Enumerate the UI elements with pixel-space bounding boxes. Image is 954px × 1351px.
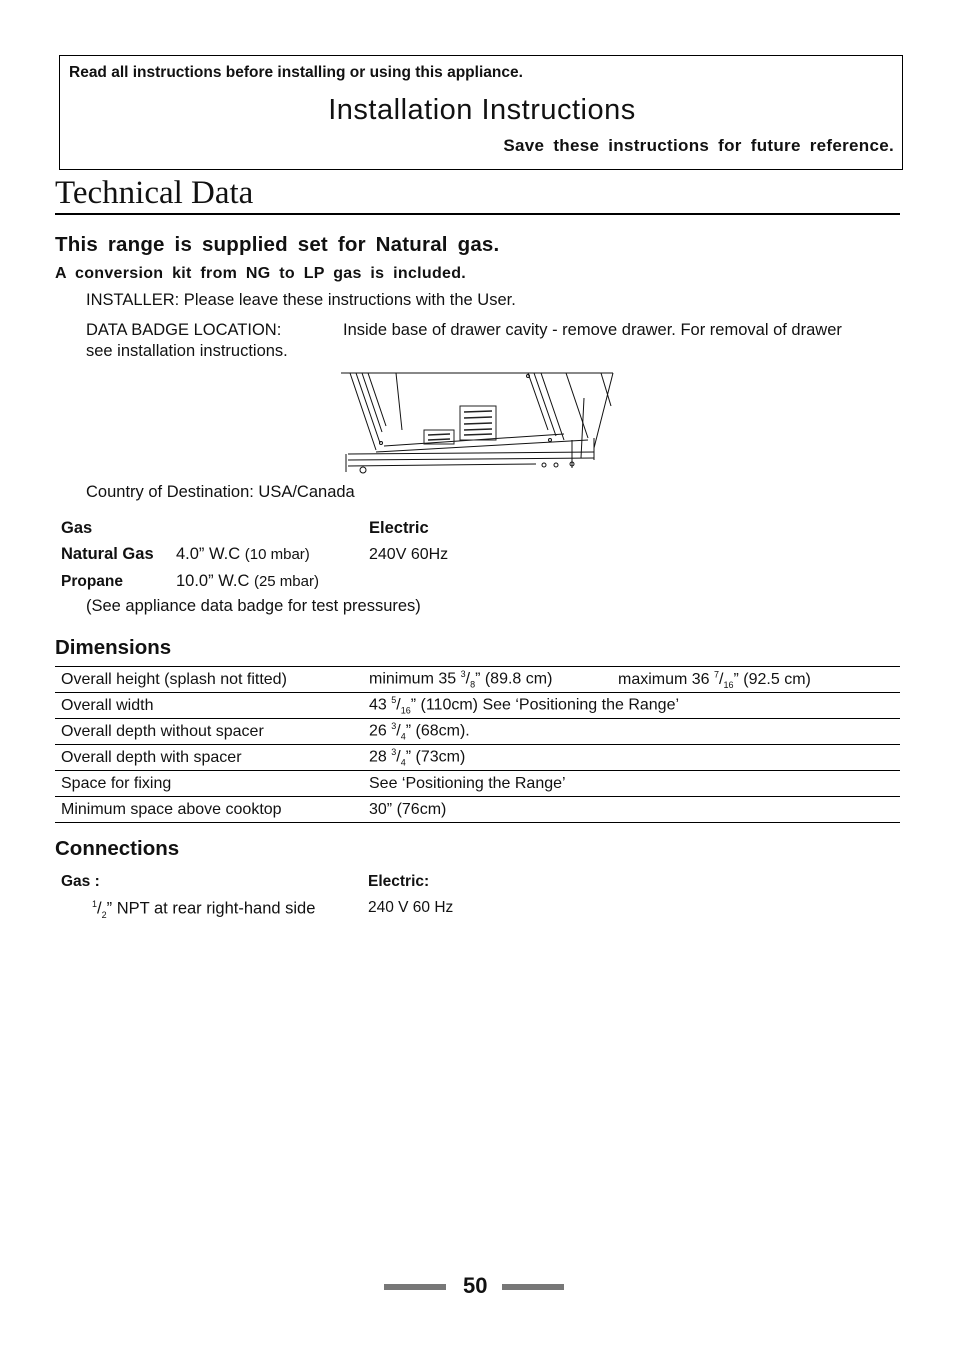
table-row (55, 745, 900, 771)
dimension-label: Space for fixing (55, 771, 363, 797)
header-box (59, 55, 903, 170)
header-notice: Read all instructions before installing or using this appliance. (69, 64, 523, 81)
dimension-value: 43 $^5/_{16}$” (110cm) See ‘Positioning the Range’ (363, 693, 900, 719)
header-save-note: Save these instructions for future reference. (503, 136, 894, 155)
supply-heading: This range is supplied set for Natural gas. (55, 233, 500, 256)
dimensions-table (55, 666, 900, 823)
height-min: minimum 35 $^3/_8$” (89.8 cm) (369, 669, 553, 690)
header-title: Installation Instructions (328, 94, 636, 126)
badge-label: DATA BADGE LOCATION: (86, 321, 282, 339)
dimension-label: Overall width (55, 693, 363, 719)
dimension-value (363, 667, 900, 693)
table-row (55, 719, 900, 745)
dimensions-heading: Dimensions (55, 636, 172, 659)
connections-gas-value: $^1/_2$” NPT at rear right-hand side (92, 899, 316, 920)
table-row (55, 667, 900, 693)
dimension-label: Overall depth without spacer (55, 719, 363, 745)
badge-text: Inside base of drawer cavity - remove drawer. For removal of drawer (343, 321, 842, 339)
country-of-destination: Country of Destination: USA/Canada (86, 483, 355, 501)
natural-gas-label: Natural Gas (61, 545, 154, 563)
supply-subheading: A conversion kit from NG to LP gas is included. (55, 265, 467, 282)
section-title: Technical Data (55, 175, 254, 211)
test-pressure-note: (See appliance data badge for test pressures) (86, 597, 421, 615)
electric-label: Electric (369, 519, 429, 537)
table-row (55, 693, 900, 719)
dimension-label: Minimum space above cooktop (55, 797, 363, 823)
section-rule (55, 213, 900, 215)
propane-label: Propane (61, 573, 124, 590)
natural-gas-pressure: 4.0” W.C (10 mbar) (176, 545, 310, 563)
dimension-value: 30” (76cm) (363, 797, 900, 823)
installer-note: INSTALLER: Please leave these instructions with the User. (86, 291, 516, 309)
connections-electric-value: 240 V 60 Hz (368, 899, 454, 916)
connections-gas-label: Gas : (61, 873, 100, 890)
connections-electric-label: Electric: (368, 873, 430, 890)
drawer-cavity-illustration (336, 368, 621, 480)
propane-pressure: 10.0” W.C (25 mbar) (176, 572, 319, 590)
page-number: 50 (463, 1273, 488, 1298)
table-row (55, 797, 900, 823)
connections-heading: Connections (55, 837, 180, 860)
dimension-label: Overall height (splash not fitted) (55, 667, 363, 693)
height-max: maximum 36 $^7/_{16}$” (92.5 cm) (618, 669, 811, 690)
page-number-bar-left (384, 1284, 446, 1290)
dimension-value: See ‘Positioning the Range’ (363, 771, 900, 797)
gas-label: Gas (61, 519, 93, 537)
dimension-label: Overall depth with spacer (55, 745, 363, 771)
dimension-value: 26 $^3/_4$” (68cm). (363, 719, 900, 745)
table-row (55, 771, 900, 797)
dimension-value: 28 $^3/_4$” (73cm) (363, 745, 900, 771)
page-number-bar-right (502, 1284, 564, 1290)
electric-value: 240V 60Hz (369, 546, 449, 563)
badge-text-2: see installation instructions. (86, 342, 288, 360)
